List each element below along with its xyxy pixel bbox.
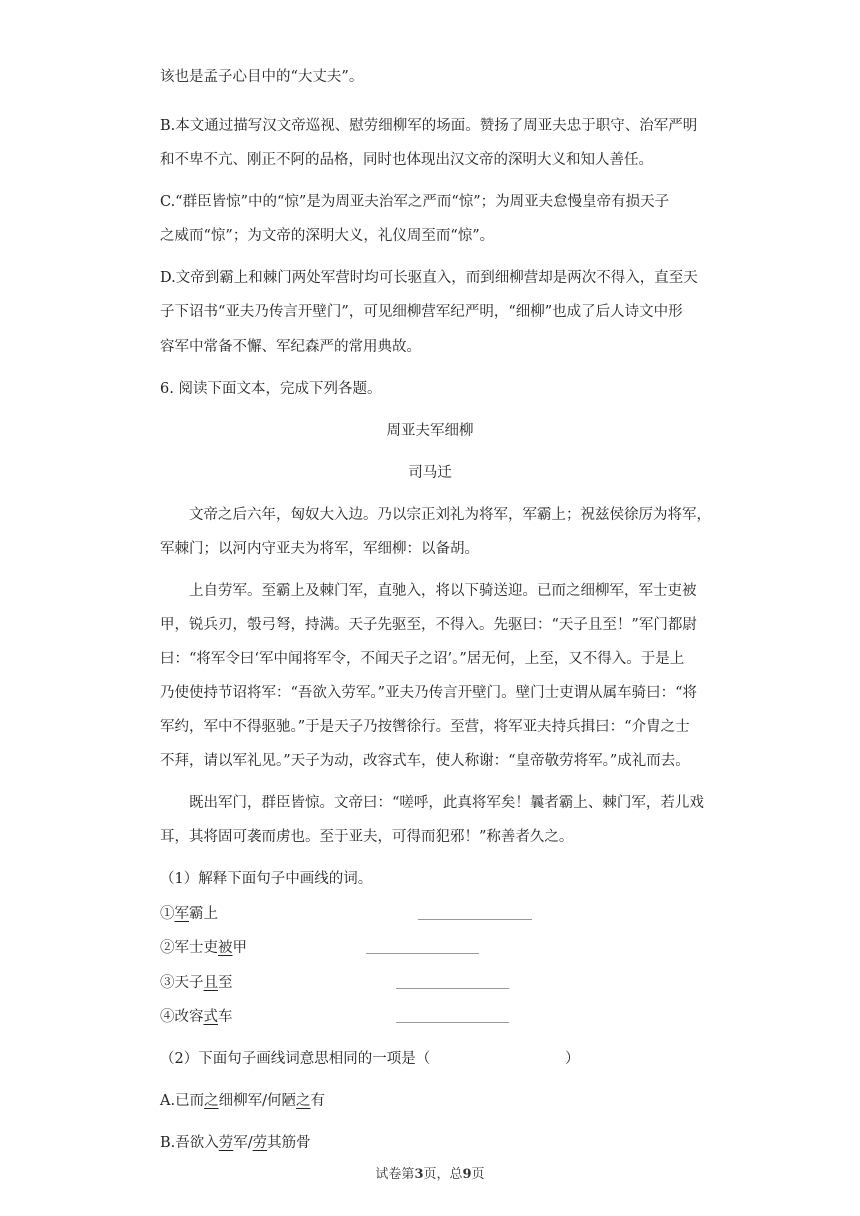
underlined-word: 式: [203, 1009, 218, 1025]
paragraph-2-line-1: 上自劳军。至霸上及棘门军，直驰入，将以下骑送迎。已而之细柳军，军士吏被: [189, 583, 697, 599]
underlined-word: 之: [295, 1093, 311, 1109]
option-c-line-2: 之威而“惊”；为文帝的深明大义，礼仪周至而“惊”。: [160, 228, 495, 244]
subquestion-1-item-1: ①军霸上: [160, 906, 218, 922]
answer-blank-4[interactable]: [396, 1022, 509, 1023]
underlined-word: 劳: [218, 1135, 234, 1151]
subquestion-1-item-2: ②军士吏被甲: [160, 940, 247, 956]
subquestion-1-label: （1）解释下面句子中画线的词。: [160, 871, 373, 887]
option-d-line-3: 容军中常备不懈、军纪森严的常用典故。: [160, 339, 421, 355]
paragraph-2-line-4: 乃使使持节诏将军：“吾欲入劳军。”亚夫乃传言开壁门。壁门士吏谓从属车骑曰：“将: [160, 685, 697, 701]
page-number: 3: [414, 1167, 424, 1182]
option-c-line-1: C.“群臣皆惊”中的“惊”是为周亚夫治军之严而“惊”；为周亚夫怠慢皇帝有损天子: [160, 194, 670, 210]
underlined-word: 军: [174, 906, 189, 922]
paragraph-3-line-1: 既出军门，群臣皆惊。文帝曰：“嗟呼，此真将军矣！曩者霸上、棘门军，若儿戏: [189, 795, 704, 811]
underlined-word: 之: [204, 1093, 219, 1109]
option-b-line-1: B.本文通过描写汉文帝巡视、慰劳细柳军的场面。赞扬了周亚夫忠于职守、治军严明: [160, 118, 698, 134]
paragraph-2-line-5: 军约，军中不得驱驰。”于是天子乃按辔徐行。至营，将军亚夫持兵揖曰：“介胄之士: [160, 719, 690, 735]
answer-blank-2[interactable]: [366, 953, 479, 954]
underlined-word: 被: [218, 940, 233, 956]
paragraph-1-line-1: 文帝之后六年，匈奴大入边。乃以宗正刘礼为将军，军霸上；祝兹侯徐厉为将军，: [189, 507, 711, 523]
subquestion-1-item-4: ④改容式车: [160, 1009, 233, 1025]
subquestion-1-item-3: ③天子且至: [160, 975, 233, 991]
subquestion-2-option-a: A.已而之细柳军/何陋之有: [160, 1093, 325, 1109]
option-b-line-2: 和不卑不亢、刚正不阿的品格，同时也体现出汉文帝的深明大义和知人善任。: [160, 152, 653, 168]
paragraph-2-line-3: 曰：“将军令曰‘军中闻将军令，不闻天子之诏’。”居无何，上至，又不得入。于是上: [160, 651, 685, 667]
subquestion-2-option-b: B.吾欲入劳军/劳其筋骨: [160, 1135, 311, 1151]
underlined-word: 且: [203, 975, 218, 991]
page-footer: 试卷第3页，总9页: [375, 1167, 485, 1182]
passage-title: 周亚夫军细柳: [386, 423, 474, 439]
answer-blank-1[interactable]: [418, 919, 532, 920]
paragraph-2-line-6: 不拜，请以军礼见。”天子为动，改容式车，使人称谢：“皇帝敬劳将军。”成礼而去。: [160, 753, 690, 769]
paragraph-2-line-2: 甲，锐兵刃，彀弓弩，持满。天子先驱至，不得入。先驱曰：“天子且至！”军门都尉: [160, 617, 697, 633]
continued-line: 该也是孟子心目中的“大丈夫”。: [160, 69, 364, 85]
paragraph-3-line-2: 耳，其将固可袭而虏也。至于亚夫，可得而犯邪！”称善者久之。: [160, 829, 574, 845]
paragraph-1-line-2: 军棘门；以河内守亚夫为将军，军细柳：以备胡。: [160, 541, 479, 557]
underlined-word: 劳: [252, 1135, 268, 1151]
subquestion-2-label: （2）下面句子画线词意思相同的一项是（: [160, 1051, 431, 1067]
passage-author: 司马迁: [408, 465, 452, 481]
option-d-line-2: 子下诏书“亚夫乃传言开壁门”，可见细柳营军纪严明，“细柳”也成了后人诗文中形: [160, 304, 683, 320]
answer-blank-3[interactable]: [396, 988, 509, 989]
question-6-heading: 6. 阅读下面文本，完成下列各题。: [160, 381, 382, 397]
subquestion-2-close-paren: ）: [565, 1051, 580, 1067]
total-pages: 9: [462, 1167, 472, 1182]
option-d-line-1: D.文帝到霸上和棘门两处军营时均可长驱直入，而到细柳营却是两次不得入，直至天: [160, 270, 698, 286]
